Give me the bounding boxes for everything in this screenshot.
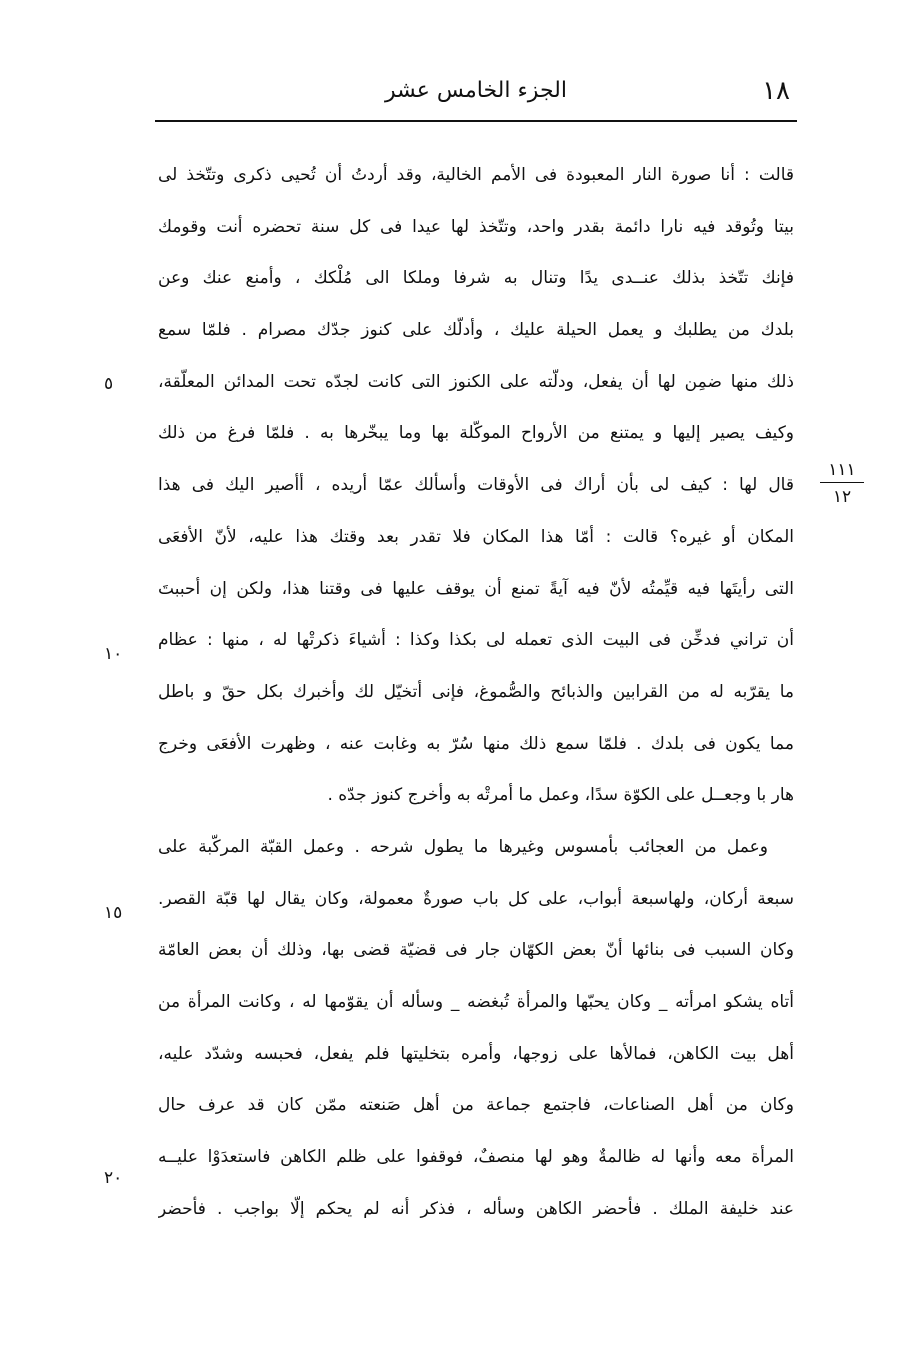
text-line: وكان من أهل الصناعات، فاجتمع جماعة من أهل صَنعته ممّن كان قد عرف حال bbox=[158, 1095, 794, 1116]
text-line: التى رأيتَها فيه قيِّمتُه لأنّ فيه آيةً تمنع أن يوقف عليها فى وقتنا هذا، ولكن إن أحببتَ bbox=[158, 578, 794, 599]
folio-bottom-number: ١٢ bbox=[832, 487, 852, 507]
text-line: بلدك من يطلبك و يعمل الحيلة عليك ، وأدلّك على كنوز جدّك مصرام . فلمّا سمع bbox=[158, 320, 794, 341]
folio-reference bbox=[820, 458, 864, 509]
folio-rule bbox=[820, 482, 864, 483]
text-line: قالت : أنا صورة النار المعبودة فى الأمم الخالية، وقد أردتُ أن تُحيى ذكرى وتتّخذ لى bbox=[158, 165, 794, 185]
page-header bbox=[158, 72, 794, 116]
folio-top-number: ١١١ bbox=[828, 460, 856, 480]
text-line: المكان أو غيره؟ قالت : أمّا هذا المكان فلا تقدر بعد وقتك هذا عليه، لأنّ الأفعَى bbox=[158, 526, 794, 547]
margin-line-number-5: ٥ bbox=[104, 374, 114, 394]
text-line: وكان السبب فى بنائها أنّ بعض الكهّان جار فى قضيّة قضى بها، وذلك أن بعض العامّة bbox=[158, 940, 794, 961]
text-line: وعمل من العجائب بأمسوس وغيرها ما يطول شرحه . وعمل القبّة المركّبة على bbox=[158, 836, 768, 857]
text-line: المرأة معه وأنها له ظالمةٌ وهو لها منصفٌ، فوقفوا على ظلم الكاهن فاستعدَوْا عليــه bbox=[158, 1147, 794, 1168]
text-line: وكيف يصير إليها و يمتنع من الأرواح الموكّلة بها وما يبخّرها به . فلمّا فرغ من ذلك bbox=[158, 423, 794, 444]
header-rule bbox=[155, 120, 797, 122]
margin-line-number-15: ١٥ bbox=[104, 903, 123, 923]
text-line: قال لها : كيف لى بأن أراك فى الأوقات وأسألك عمّا أريده ، أأصير اليك فى هذا bbox=[158, 475, 794, 496]
margin-line-number-20: ٢٠ bbox=[104, 1168, 123, 1188]
text-line: عند خليفة الملك . فأحضر الكاهن وسأله ، فذكر أنه لم يحكم إلّا بواجب . فأحضر bbox=[158, 1198, 794, 1219]
text-line: أن تراني فدخِّن فى البيت الذى تعمله لى بكذا وكذا : أشياءَ ذكرتْها له ، منها : عظام bbox=[158, 630, 794, 651]
text-line: هار با وجعــل على الكوّة سدًا، وعمل ما أمرتْه به وأخرج كنوز جدّه . bbox=[327, 785, 794, 806]
margin-line-number-10: ١٠ bbox=[104, 644, 123, 664]
text-line: ما يقرّبه له من القرابين والذبائح والصُّموغ، فإنى أتخيّل لك وأخبرك بكل حقّ و باطل bbox=[158, 681, 794, 702]
text-line: مما يكون فى بلدك . فلمّا سمع ذلك منها سُرّ به وغابت عنه ، وظهرت الأفعَى وخرج bbox=[158, 733, 794, 754]
text-line: أتاه يشكو امرأته _ وكان يحبّها والمرأة تُبغضه _ وسأله أن يقوّمها له ، وكانت المرأة من bbox=[158, 992, 794, 1012]
text-line: فإنك تتّخذ بذلك عنــدى يدًا وتنال به شرفا وملكا الى مُلْكك ، وأمنع عنك وعن bbox=[158, 268, 794, 289]
text-line: بيتا وتُوقد فيه نارا دائمة بقدر واحد، وتتّخذ لها عيدا فى كل سنة تحضره أنت وقومك bbox=[158, 216, 794, 237]
text-line: ذلك منها ضمِن لها أن يفعل، ودلّته على الكنوز التى كانت لجدّه تحت المدائن المعلّقة، bbox=[158, 371, 794, 392]
running-title: الجزء الخامس عشر bbox=[385, 78, 567, 103]
body-text bbox=[158, 150, 794, 1235]
page-number: ١٨ bbox=[762, 76, 790, 106]
text-line: سبعة أركان، ولهاسبعة أبواب، على كل باب صورةٌ معمولة، وكان يقال لها قبّة القصر. bbox=[158, 888, 794, 909]
text-line: أهل بيت الكاهن، فمالأها على زوجها، وأمره بتخليتها فلم يفعل، فحبسه وشدّد عليه، bbox=[158, 1043, 794, 1064]
